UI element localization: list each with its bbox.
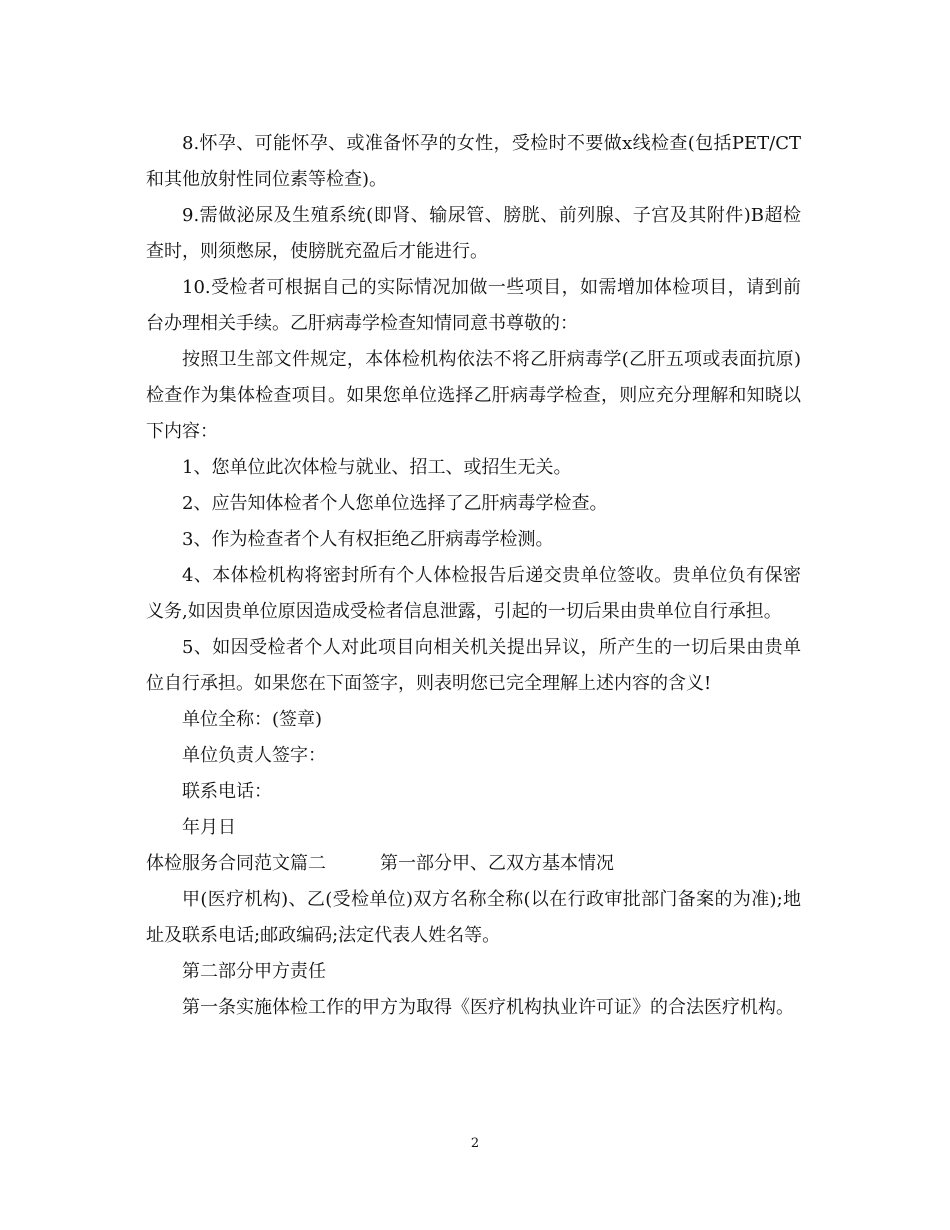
paragraph-regulation: 按照卫生部文件规定，本体检机构依法不将乙肝病毒学(乙肝五项或表面抗原)检查作为集体检查项目。如果您单位选择乙肝病毒学检查，则应充分理解和知晓以下内容： [146,349,801,442]
field-phone: 联系电话： [182,781,272,802]
paragraph-point-1: 1、您单位此次体检与就业、招工、或招生无关。 [182,457,572,478]
paragraph-point-2: 2、应告知体检者个人您单位选择了乙肝病毒学检查。 [182,493,608,514]
paragraph-point-5: 5、如因受检者个人对此项目向相关机关提出异议，所产生的一切后果由贵单位自行承担。如果您在下面签字，则表明您已完全理解上述内容的含义! [146,637,801,694]
field-unit-name: 单位全称：(签章) [182,709,323,730]
paragraph-point-3: 3、作为检查者个人有权拒绝乙肝病毒学检测。 [182,529,554,550]
paragraph-point-4: 4、本体检机构将密封所有个人体检报告后递交贵单位签收。贵单位负有保密义务,如因贵单位原因造成受检者信息泄露，引起的一切后果由贵单位自行承担。 [146,565,801,622]
section-subtitle: 第一部分甲、乙双方基本情况 [380,853,614,874]
document-body [146,126,801,1026]
field-date: 年月日 [182,817,236,838]
paragraph-item-9: 9.需做泌尿及生殖系统(即肾、输尿管、膀胱、前列腺、子宫及其附件)B超检查时，则须憋尿，使膀胱充盈后才能进行。 [146,205,801,262]
page-number: 2 [470,1136,480,1151]
paragraph-item-8: 8.怀孕、可能怀孕、或准备怀孕的女性，受检时不要做x线检查(包括PET/CT和其他放射性同位素等检查)。 [146,133,801,190]
paragraph-part-two-heading: 第二部分甲方责任 [182,961,326,982]
section-heading-line [146,846,801,882]
paragraph-item-10: 10.受检者可根据自己的实际情况加做一些项目，如需增加体检项目，请到前台办理相关手续。乙肝病毒学检查知情同意书尊敬的： [146,277,801,334]
paragraph-parties: 甲(医疗机构)、乙(受检单位)双方名称全称(以在行政审批部门备案的为准);地址及联系电话;邮政编码;法定代表人姓名等。 [146,889,801,946]
field-signature: 单位负责人签字： [182,745,326,766]
paragraph-article-one: 第一条实施体检工作的甲方为取得《医疗机构执业许可证》的合法医疗机构。 [182,997,794,1018]
section-title: 体检服务合同范文篇二 [146,853,326,874]
